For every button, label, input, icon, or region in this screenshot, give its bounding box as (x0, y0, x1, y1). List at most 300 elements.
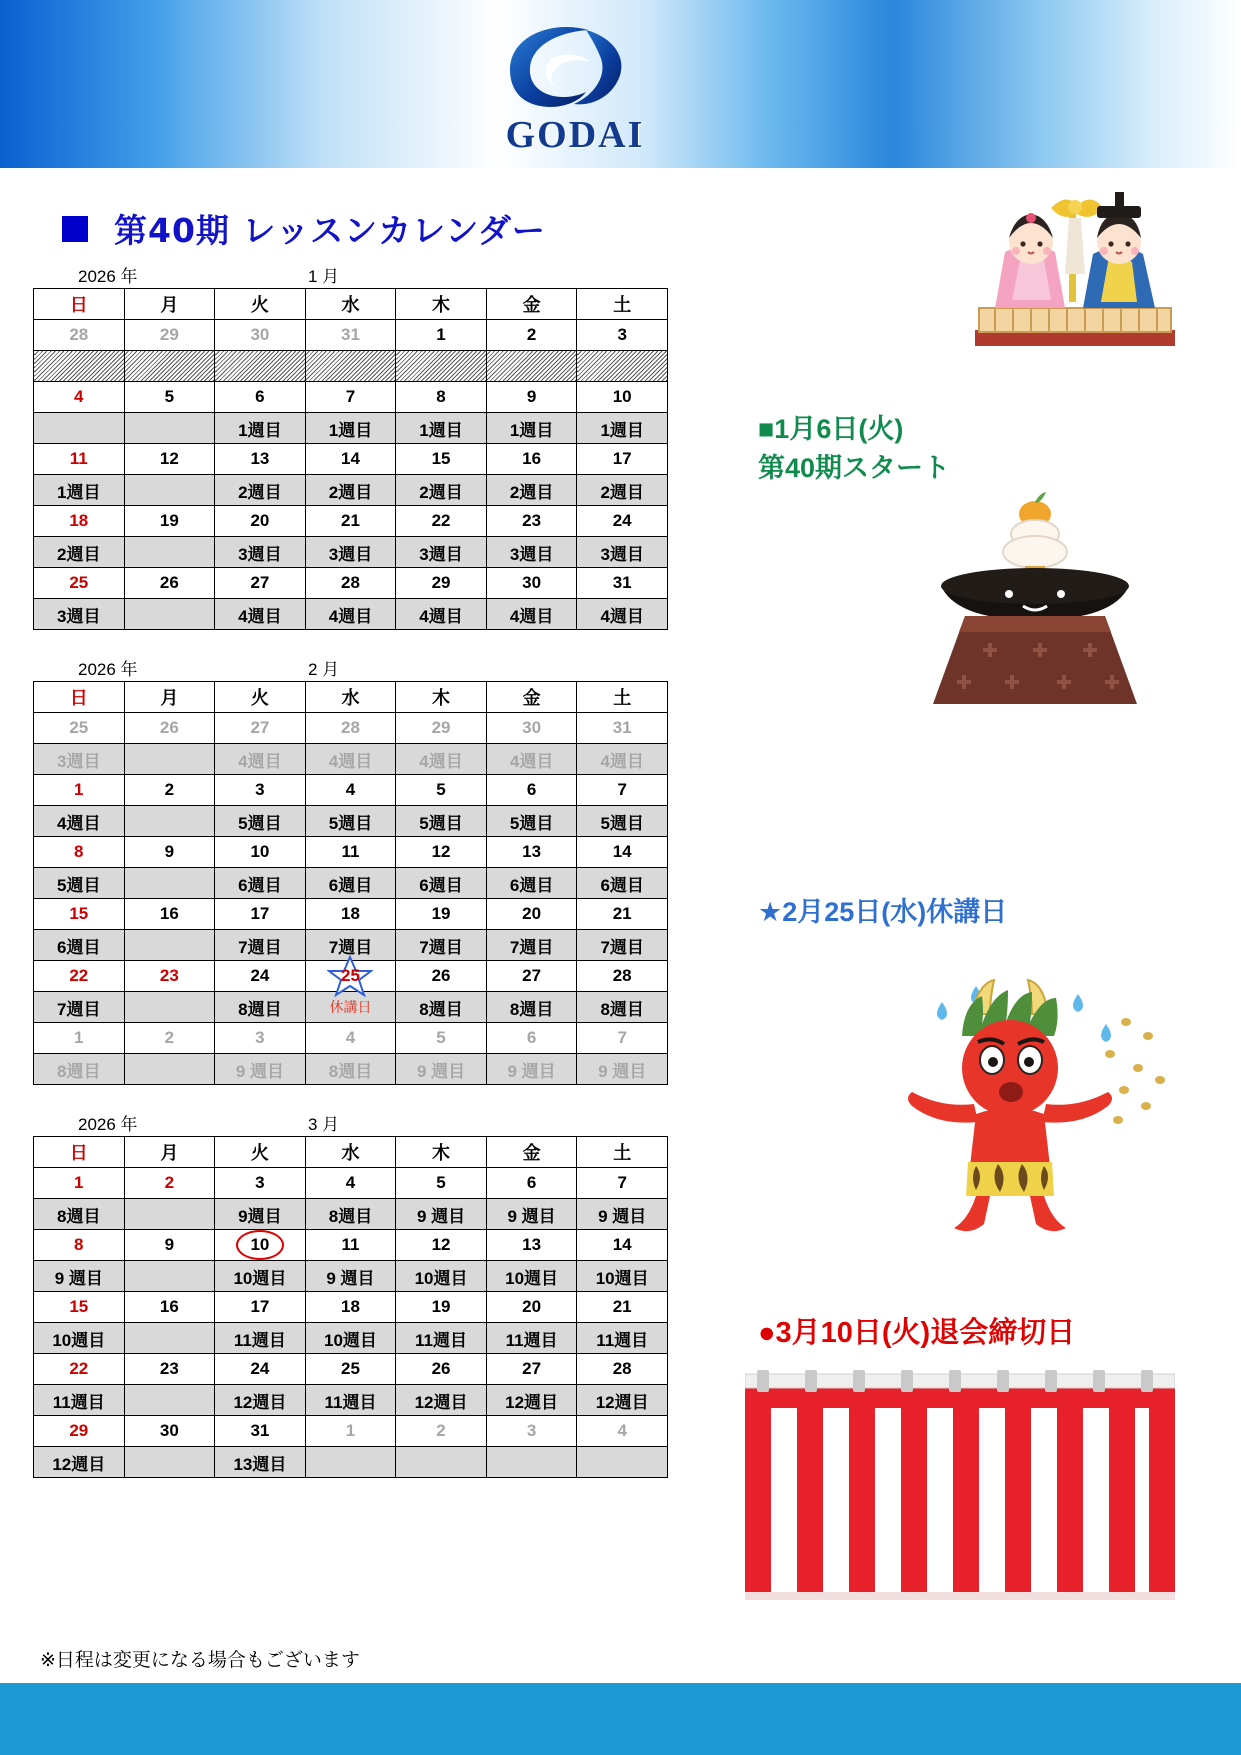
week-number-cell: 5週目 (577, 806, 668, 837)
calendar-day-cell[interactable]: 19 (396, 899, 487, 930)
calendar-day-cell[interactable]: 10 (577, 382, 668, 413)
week-number-cell: 1週目 (215, 413, 306, 444)
calendar-day-cell[interactable]: 30 (215, 320, 306, 351)
week-number-cell: 2週目 (396, 475, 487, 506)
week-number-cell: 2週目 (305, 475, 396, 506)
hatched-separator-cell (34, 351, 125, 382)
week-number-cell: 1週目 (34, 475, 125, 506)
weekday-header-5: 金 (486, 1137, 577, 1168)
calendar-day-cell[interactable]: 17 (215, 899, 306, 930)
week-number-cell (124, 1261, 215, 1292)
circled-date-marker: 10 (250, 1235, 270, 1254)
week-number-cell: 3週目 (486, 537, 577, 568)
week-number-cell: 4週目 (34, 806, 125, 837)
calendar-day-cell[interactable]: 4 (305, 1023, 396, 1054)
calendar-week-row (34, 868, 668, 899)
calendar-day-cell[interactable]: 29 (396, 568, 487, 599)
weekday-header-0: 日 (34, 289, 125, 320)
calendar-day-cell[interactable]: 27 (215, 568, 306, 599)
week-number-cell: 2週目 (215, 475, 306, 506)
week-number-cell: 12週目 (215, 1385, 306, 1416)
logo-wordmark: GODAI (505, 114, 645, 156)
calendar-day-cell[interactable]: 11 (305, 837, 396, 868)
calendar-day-cell[interactable]: 2 (124, 1023, 215, 1054)
calendar-day-cell[interactable]: 28 (577, 1354, 668, 1385)
week-number-cell: 10週目 (486, 1261, 577, 1292)
calendar-date-row (34, 1023, 668, 1054)
week-number-cell: 8週目 (34, 1199, 125, 1230)
calendar-day-cell[interactable]: 2 (124, 1168, 215, 1199)
week-number-cell (124, 475, 215, 506)
week-number-cell: 2週目 (486, 475, 577, 506)
calendar-day-cell[interactable]: 24 (215, 1354, 306, 1385)
hatched-separator-cell (577, 351, 668, 382)
week-number-cell: 6週目 (34, 930, 125, 961)
week-number-cell: 9 週目 (486, 1199, 577, 1230)
calendar-date-row (34, 1354, 668, 1385)
week-number-cell: 9 週目 (34, 1261, 125, 1292)
week-number-cell: 10週目 (215, 1261, 306, 1292)
hatched-separator-cell (486, 351, 577, 382)
weekday-header-2: 火 (215, 289, 306, 320)
page-footer (0, 1683, 1241, 1755)
calendar-day-cell[interactable]: 22 (34, 961, 125, 992)
weekday-header-0: 日 (34, 1137, 125, 1168)
calendar-day-cell[interactable]: 3 (215, 1023, 306, 1054)
calendar-march (33, 1110, 668, 1478)
calendar-day-cell[interactable]: 26 (396, 1354, 487, 1385)
week-number-cell: 6週目 (215, 868, 306, 899)
red-oni-demon-illustration (880, 950, 1180, 1240)
calendar-day-cell[interactable]: 9 (124, 837, 215, 868)
calendar-day-cell[interactable] (215, 1230, 306, 1261)
calendar-day-cell[interactable]: 14 (577, 837, 668, 868)
calendar-day-cell[interactable]: 2 (396, 1416, 487, 1447)
page-header (0, 0, 1241, 168)
calendar-day-cell[interactable]: 14 (305, 444, 396, 475)
calendar-day-cell[interactable]: 28 (305, 713, 396, 744)
week-number-cell: 1週目 (486, 413, 577, 444)
calendar-day-cell[interactable]: 26 (124, 713, 215, 744)
calendar-day-cell[interactable]: 23 (124, 961, 215, 992)
red-white-striped-curtain-illustration (745, 1370, 1175, 1610)
note-withdrawal-deadline: ●3月10日(火)退会締切日 (758, 1317, 1076, 1349)
week-number-cell: 4週目 (305, 599, 396, 630)
week-number-cell: 8週目 (305, 1199, 396, 1230)
calendar-day-cell[interactable]: 17 (215, 1292, 306, 1323)
calendar-day-cell[interactable]: 14 (577, 1230, 668, 1261)
week-number-cell: 9 週目 (577, 1054, 668, 1085)
calendar-day-cell[interactable]: 31 (215, 1416, 306, 1447)
calendar-month: 3 月 (308, 1115, 340, 1134)
week-number-cell: 1週目 (305, 413, 396, 444)
calendar-year: 2026 年 (78, 267, 138, 286)
calendar-day-cell[interactable]: 11 (305, 1230, 396, 1261)
calendar-day-cell[interactable]: 2 (124, 775, 215, 806)
calendar-header (33, 262, 668, 284)
weekday-header-3: 水 (305, 682, 396, 713)
calendar-week-row (34, 1054, 668, 1085)
week-number-cell: 6週目 (577, 868, 668, 899)
week-number-cell: 11週目 (396, 1323, 487, 1354)
calendar-day-cell[interactable]: 13 (486, 1230, 577, 1261)
calendar-day-cell[interactable]: 31 (577, 568, 668, 599)
calendar-day-cell[interactable]: 24 (215, 961, 306, 992)
week-number-cell (124, 868, 215, 899)
week-number-cell: 9 週目 (577, 1199, 668, 1230)
week-number-cell (124, 744, 215, 775)
week-number-cell: 9 週目 (215, 1054, 306, 1085)
week-number-cell: 4週目 (215, 599, 306, 630)
week-number-cell: 11週目 (486, 1323, 577, 1354)
calendar-day-cell[interactable]: 27 (215, 713, 306, 744)
weekday-header-1: 月 (124, 1137, 215, 1168)
calendar-date-row (34, 444, 668, 475)
calendar-day-cell[interactable]: 7 (577, 1168, 668, 1199)
hatched-separator-cell (124, 351, 215, 382)
calendar-day-cell[interactable]: 29 (396, 713, 487, 744)
calendar-year: 2026 年 (78, 1115, 138, 1134)
calendar-day-cell[interactable]: 30 (486, 568, 577, 599)
calendar-week-row (34, 599, 668, 630)
calendar-date-row (34, 382, 668, 413)
calendar-day-cell[interactable]: 7 (577, 775, 668, 806)
week-number-cell: 11週目 (34, 1385, 125, 1416)
calendar-day-cell[interactable]: 27 (486, 1354, 577, 1385)
calendar-day-cell[interactable]: 24 (577, 506, 668, 537)
week-number-cell: 12週目 (577, 1385, 668, 1416)
calendar-day-cell[interactable]: 11 (34, 444, 125, 475)
calendar-header (33, 655, 668, 677)
week-number-cell: 7週目 (305, 930, 396, 961)
week-number-cell (396, 1447, 487, 1478)
week-number-cell: 12週目 (396, 1385, 487, 1416)
square-marker-icon (62, 216, 88, 242)
calendar-day-cell[interactable]: 18 (305, 899, 396, 930)
hina-dolls-illustration (965, 180, 1185, 380)
week-number-cell: 4週目 (215, 744, 306, 775)
weekday-header-4: 木 (396, 1137, 487, 1168)
hatched-separator-cell (396, 351, 487, 382)
week-number-cell: 9週目 (215, 1199, 306, 1230)
week-number-cell (124, 1199, 215, 1230)
week-number-cell: 4週目 (305, 744, 396, 775)
calendar-day-cell[interactable]: 8 (34, 1230, 125, 1261)
calendar-day-cell[interactable]: 25 (305, 1354, 396, 1385)
calendar-day-cell[interactable]: 5 (396, 1023, 487, 1054)
calendar-day-cell[interactable]: 28 (305, 568, 396, 599)
weekday-header-6: 土 (577, 289, 668, 320)
calendar-day-cell[interactable]: 19 (124, 506, 215, 537)
calendar-day-cell[interactable]: 31 (305, 320, 396, 351)
week-number-cell: 8週目 (396, 992, 487, 1023)
calendar-date-row (34, 1292, 668, 1323)
week-number-cell: 4週目 (486, 599, 577, 630)
calendar-day-cell[interactable]: 1 (396, 320, 487, 351)
weekday-header-4: 木 (396, 289, 487, 320)
calendar-day-cell[interactable]: 23 (124, 1354, 215, 1385)
calendar-day-cell[interactable]: 1 (34, 1168, 125, 1199)
calendar-day-cell[interactable]: 25 (34, 568, 125, 599)
calendar-day-cell[interactable]: 20 (486, 899, 577, 930)
week-number-cell (124, 806, 215, 837)
week-number-cell (486, 1447, 577, 1478)
weekday-header-5: 金 (486, 682, 577, 713)
week-number-cell: 12週目 (34, 1447, 125, 1478)
week-number-cell: 7週目 (486, 930, 577, 961)
calendar-day-cell[interactable]: 21 (577, 899, 668, 930)
week-number-cell: 9 週目 (305, 1261, 396, 1292)
calendar-day-cell[interactable]: 22 (396, 506, 487, 537)
calendar-day-cell[interactable]: 15 (34, 1292, 125, 1323)
calendar-day-cell[interactable]: 23 (486, 506, 577, 537)
calendar-month: 1 月 (308, 267, 340, 286)
calendar-week-row (34, 1385, 668, 1416)
calendar-week-row (34, 351, 668, 382)
calendar-day-cell[interactable]: 5 (124, 382, 215, 413)
calendar-day-cell[interactable]: 20 (215, 506, 306, 537)
week-number-cell: 4週目 (577, 744, 668, 775)
calendar-day-cell[interactable]: 20 (486, 1292, 577, 1323)
calendar-date-row (34, 320, 668, 351)
week-number-cell: 8週目 (34, 1054, 125, 1085)
week-number-cell: 6週目 (305, 868, 396, 899)
calendar-day-cell[interactable]: 21 (305, 506, 396, 537)
calendar-day-cell[interactable]: 2 (486, 320, 577, 351)
calendar-day-cell[interactable]: 7 (305, 382, 396, 413)
calendar-day-cell[interactable]: 29 (124, 320, 215, 351)
week-number-cell (124, 1447, 215, 1478)
calendar-day-cell[interactable]: 31 (577, 713, 668, 744)
week-number-cell: 9 週目 (396, 1054, 487, 1085)
week-number-cell: 11週目 (577, 1323, 668, 1354)
weekday-header-0: 日 (34, 682, 125, 713)
calendar-date-row (34, 961, 668, 992)
week-number-cell: 2週目 (34, 537, 125, 568)
calendar-day-cell[interactable]: 22 (34, 1354, 125, 1385)
week-number-cell: 8週目 (486, 992, 577, 1023)
week-number-cell: 12週目 (486, 1385, 577, 1416)
weekday-header-2: 火 (215, 1137, 306, 1168)
calendar-day-cell[interactable]: 9 (124, 1230, 215, 1261)
week-number-cell: 5週目 (486, 806, 577, 837)
calendar-week-row (34, 744, 668, 775)
week-number-cell: 8週目 (215, 992, 306, 1023)
calendar-day-cell[interactable]: 30 (486, 713, 577, 744)
week-number-cell: 6週目 (396, 868, 487, 899)
calendar-day-cell[interactable]: 1 (34, 1023, 125, 1054)
calendar-day-cell[interactable]: 17 (577, 444, 668, 475)
calendar-date-row (34, 837, 668, 868)
page-title (62, 205, 546, 252)
week-number-cell (124, 1385, 215, 1416)
calendar-day-cell[interactable]: 18 (305, 1292, 396, 1323)
calendar-day-cell[interactable]: 21 (577, 1292, 668, 1323)
week-number-cell: 10週目 (34, 1323, 125, 1354)
note-lesson-start-line2: 第40期スタート (758, 453, 951, 484)
week-number-cell: 9 週目 (396, 1199, 487, 1230)
calendar-week-row (34, 1199, 668, 1230)
setsubun-bean-box-illustration (905, 490, 1165, 710)
calendar-year: 2026 年 (78, 660, 138, 679)
calendar-day-cell[interactable]: 27 (486, 961, 577, 992)
week-number-cell: 7週目 (215, 930, 306, 961)
calendar-week-row (34, 413, 668, 444)
page-title-text: 第40期 レッスンカレンダー (114, 211, 546, 250)
calendar-week-row (34, 1261, 668, 1292)
week-number-cell (124, 413, 215, 444)
calendar-day-cell[interactable]: 29 (34, 1416, 125, 1447)
calendar-day-cell[interactable]: 4 (305, 775, 396, 806)
calendar-day-cell[interactable]: 3 (215, 1168, 306, 1199)
calendar-day-cell[interactable]: 26 (124, 568, 215, 599)
calendar-day-cell[interactable]: 6 (486, 1023, 577, 1054)
calendar-day-cell[interactable]: 18 (34, 506, 125, 537)
week-number-cell: 3週目 (215, 537, 306, 568)
week-number-cell: 5週目 (305, 806, 396, 837)
calendar-february (33, 655, 668, 1085)
week-number-cell (124, 930, 215, 961)
weekday-header-6: 土 (577, 682, 668, 713)
calendar-day-cell[interactable]: 6 (486, 775, 577, 806)
week-number-cell: 3週目 (34, 744, 125, 775)
week-number-cell: 4週目 (486, 744, 577, 775)
calendar-day-cell[interactable]: 12 (396, 837, 487, 868)
calendar-day-cell[interactable]: 13 (215, 444, 306, 475)
calendar-week-row (34, 537, 668, 568)
weekday-header-3: 水 (305, 289, 396, 320)
calendar-january (33, 262, 668, 630)
footnote: ※日程は変更になる場合もございます (40, 1650, 360, 1671)
weekday-header-row (34, 289, 668, 320)
calendar-date-row (34, 1230, 668, 1261)
swoosh-logo-icon (490, 18, 640, 113)
calendar-day-cell[interactable]: 15 (396, 444, 487, 475)
week-number-cell (124, 599, 215, 630)
week-number-cell: 1週目 (396, 413, 487, 444)
holiday-label: 休講日 (329, 999, 372, 1015)
calendar-day-cell[interactable]: 7 (577, 1023, 668, 1054)
hatched-separator-cell (215, 351, 306, 382)
week-number-cell (124, 992, 215, 1023)
week-number-cell: 9 週目 (486, 1054, 577, 1085)
calendar-day-cell[interactable]: 5 (396, 775, 487, 806)
godai-logo (470, 18, 680, 158)
calendar-day-cell[interactable]: 4 (305, 1168, 396, 1199)
week-number-cell: 5週目 (396, 806, 487, 837)
calendar-date-row (34, 1416, 668, 1447)
calendar-week-row (34, 1323, 668, 1354)
calendar-week-row (34, 475, 668, 506)
note-lesson-start (758, 410, 950, 488)
calendar-date-row (34, 568, 668, 599)
calendar-table (33, 681, 668, 1085)
week-number-cell: 7週目 (577, 930, 668, 961)
calendar-day-cell[interactable]: 6 (486, 1168, 577, 1199)
calendar-day-cell[interactable]: 25 (34, 713, 125, 744)
calendar-day-cell[interactable]: 30 (124, 1416, 215, 1447)
calendar-day-cell[interactable]: 4 (577, 1416, 668, 1447)
week-number-cell: 5週目 (215, 806, 306, 837)
calendar-table (33, 1136, 668, 1478)
calendar-week-row (34, 1447, 668, 1478)
week-number-cell: 8週目 (305, 1054, 396, 1085)
calendar-day-cell[interactable]: 10 (215, 837, 306, 868)
calendar-header (33, 1110, 668, 1132)
calendar-day-cell[interactable]: 9 (486, 382, 577, 413)
weekday-header-1: 月 (124, 289, 215, 320)
calendar-day-cell[interactable]: 12 (124, 444, 215, 475)
week-number-cell (34, 413, 125, 444)
calendar-day-cell[interactable]: 1 (34, 775, 125, 806)
week-number-cell (577, 1447, 668, 1478)
calendar-day-cell[interactable]: 15 (34, 899, 125, 930)
week-number-cell (305, 1447, 396, 1478)
week-number-cell (124, 537, 215, 568)
week-number-cell: 4週目 (396, 744, 487, 775)
weekday-header-3: 水 (305, 1137, 396, 1168)
calendar-day-cell[interactable]: 8 (34, 837, 125, 868)
calendar-day-cell[interactable]: 1 (305, 1416, 396, 1447)
calendar-date-row (34, 713, 668, 744)
calendar-day-cell[interactable]: 4 (34, 382, 125, 413)
weekday-header-2: 火 (215, 682, 306, 713)
calendar-day-cell[interactable]: 3 (215, 775, 306, 806)
weekday-header-5: 金 (486, 289, 577, 320)
week-number-cell: 4週目 (577, 599, 668, 630)
week-number-cell: 3週目 (34, 599, 125, 630)
weekday-header-1: 月 (124, 682, 215, 713)
week-number-cell: 11週目 (215, 1323, 306, 1354)
week-number-cell: 6週目 (486, 868, 577, 899)
calendar-date-row (34, 899, 668, 930)
calendar-day-cell[interactable]: 6 (215, 382, 306, 413)
calendar-day-cell[interactable]: 8 (396, 382, 487, 413)
calendar-day-cell[interactable]: 3 (486, 1416, 577, 1447)
calendar-day-cell[interactable]: 3 (577, 320, 668, 351)
week-number-cell (124, 1323, 215, 1354)
weekday-header-4: 木 (396, 682, 487, 713)
calendar-day-cell[interactable]: 28 (577, 961, 668, 992)
calendar-day-cell[interactable]: 16 (486, 444, 577, 475)
calendar-day-cell[interactable]: 16 (124, 1292, 215, 1323)
week-number-cell: 4週目 (396, 599, 487, 630)
calendar-date-row (34, 1168, 668, 1199)
week-number-cell: 10週目 (396, 1261, 487, 1292)
weekday-header-6: 土 (577, 1137, 668, 1168)
calendar-day-cell[interactable] (305, 961, 396, 992)
calendar-day-cell[interactable]: 19 (396, 1292, 487, 1323)
weekday-header-row (34, 682, 668, 713)
week-number-cell: 3週目 (305, 537, 396, 568)
week-number-cell: 3週目 (396, 537, 487, 568)
calendar-day-cell[interactable]: 26 (396, 961, 487, 992)
week-number-cell: 3週目 (577, 537, 668, 568)
star-date-marker: 25 (341, 966, 360, 986)
calendar-day-cell[interactable]: 13 (486, 837, 577, 868)
week-number-cell: 10週目 (305, 1323, 396, 1354)
calendar-day-cell[interactable]: 5 (396, 1168, 487, 1199)
week-number-cell: 8週目 (577, 992, 668, 1023)
calendar-day-cell[interactable]: 28 (34, 320, 125, 351)
week-number-cell: 2週目 (577, 475, 668, 506)
calendar-week-row (34, 806, 668, 837)
calendar-day-cell[interactable]: 16 (124, 899, 215, 930)
calendar-table (33, 288, 668, 630)
week-number-cell (124, 1054, 215, 1085)
week-number-cell: 5週目 (34, 868, 125, 899)
calendar-day-cell[interactable]: 12 (396, 1230, 487, 1261)
